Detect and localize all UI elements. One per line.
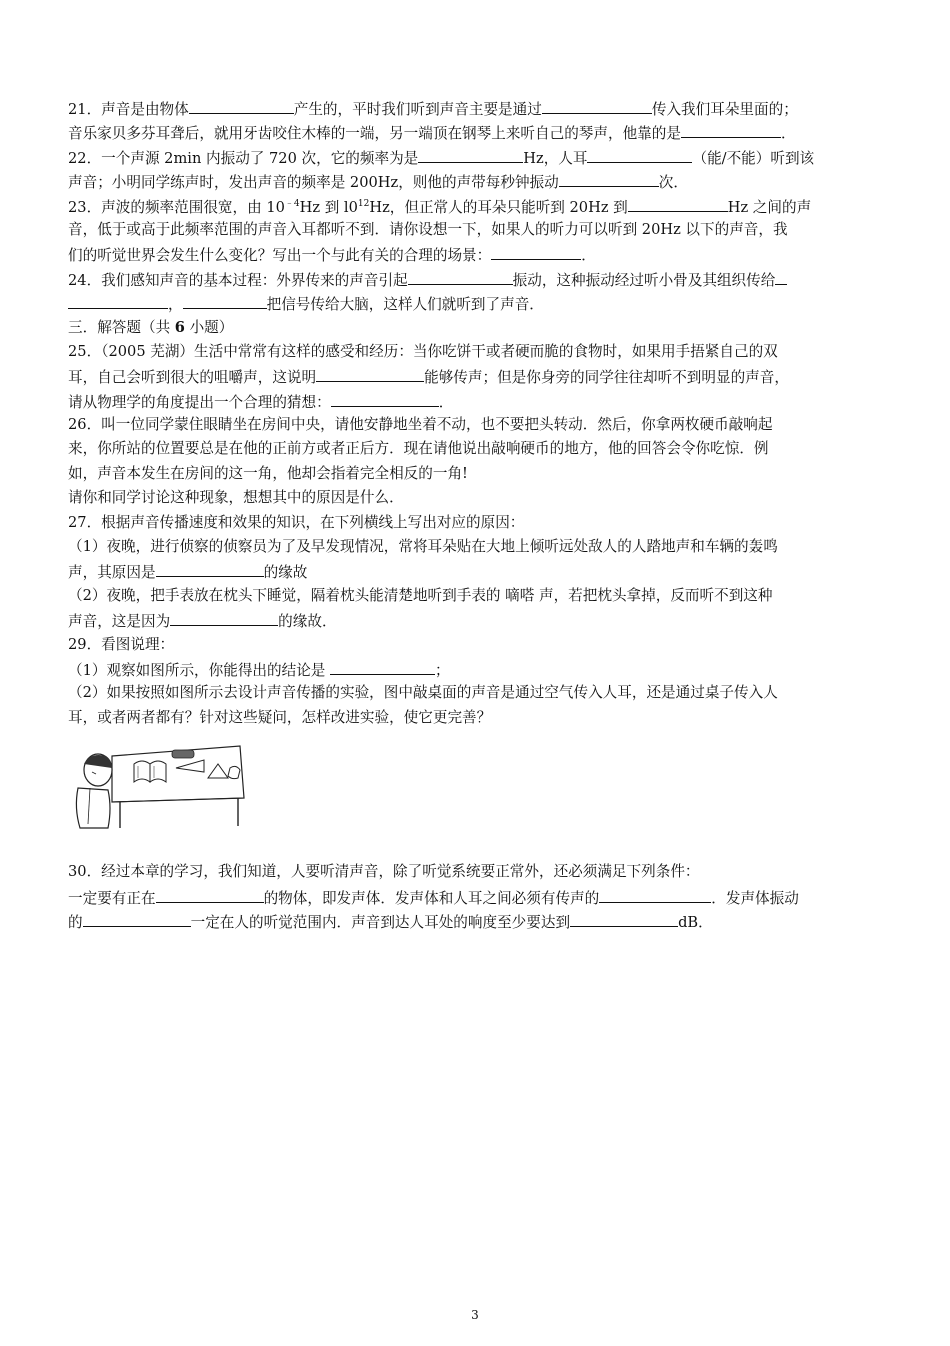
text: 请从物理学的角度提出一个合理的猜想： — [68, 393, 331, 411]
text: 25．（2005 芜湖）生活中常常有这样的感受和经历：当你吃饼干或者硬而脆的食物时，如果用手捂紧自己的双 — [68, 342, 778, 360]
question-26-line-1 — [68, 413, 884, 437]
question-22-line-2 — [68, 169, 884, 193]
answer-blank[interactable] — [189, 96, 294, 114]
text: 振动，这种振动经过听小骨及其组织传给 — [512, 271, 776, 289]
text: 能够传声；但是你身旁的同学往往却听不到明显的声音， — [424, 369, 789, 387]
question-23-line-2 — [68, 218, 884, 242]
question-25-line-1 — [68, 340, 884, 364]
answer-blank[interactable] — [330, 657, 435, 675]
text: 产生的，平时我们听到声音主要是通过 — [293, 101, 542, 118]
text: 一定在人的听觉范围内．声音到达人耳处的响度至少要达到 — [190, 913, 571, 931]
text: 把信号传给大脑，这样人们就听到了声音． — [266, 296, 544, 314]
exponent: ﹣4 — [284, 198, 300, 209]
answer-blank[interactable] — [68, 291, 168, 309]
question-26-line-4 — [68, 486, 884, 510]
text: （2）夜晚，把手表放在枕头下睡觉，隔着枕头能清楚地听到手表的 嘀嗒 声，若把枕头拿掉，反而听不到这种 — [68, 586, 773, 604]
text: （1）观察如图所示，你能得出的结论是 — [68, 661, 331, 679]
text: Hz，但正常人的耳朵只能听到 20Hz 到 — [369, 198, 628, 216]
question-30-line-2 — [68, 885, 884, 909]
text: 耳，或者两者都有？针对这些疑问，怎样改进实验，使它更完善？ — [68, 708, 492, 726]
text: 的物体，即发声体．发声体和人耳之间必须有传声的 — [263, 889, 600, 907]
question-30-line-3 — [68, 909, 884, 933]
text: 声音；小明同学练声时，发出声音的频率是 200Hz，则他的声带每秒钟振动 — [68, 174, 559, 192]
question-26-line-2 — [68, 437, 884, 461]
answer-blank[interactable] — [331, 389, 439, 407]
text: 29．看图说理： — [68, 635, 175, 653]
text: ． — [438, 393, 454, 411]
text: 耳，自己会听到很大的咀嚼声，这说明 — [68, 369, 317, 387]
text: 请你和同学讨论这种现象，想想其中的原因是什么． — [68, 489, 404, 507]
question-27-line-4 — [68, 584, 884, 608]
text: 23．声波的频率范围很宽，由 10 — [68, 198, 285, 216]
answer-blank[interactable] — [491, 242, 581, 260]
text: 的缘故． — [278, 613, 337, 631]
text: 26．叫一位同学蒙住眼睛坐在房间中央，请他安静地坐着不动，也不要把头转动．然后，你拿两枚硬币敲响起 — [68, 416, 773, 434]
question-23-line-3 — [68, 242, 884, 266]
question-23-line-1 — [68, 194, 884, 218]
question-27-line-5 — [68, 608, 884, 632]
answer-blank[interactable] — [83, 909, 191, 927]
question-29-line-1 — [68, 633, 884, 657]
text: Hz，人耳 — [523, 149, 588, 167]
question-21-line-1 — [68, 96, 884, 120]
page-number: 3 — [471, 1308, 479, 1322]
text: 的缘故 — [263, 564, 308, 582]
text: Hz 之间的声 — [727, 198, 812, 216]
answer-blank[interactable] — [775, 267, 787, 285]
answer-blank[interactable] — [408, 267, 513, 285]
answer-blank[interactable] — [559, 169, 659, 187]
answer-blank[interactable] — [156, 559, 264, 577]
text: 来，你所站的位置要总是在他的正前方或者正后方．现在请他说出敲响硬币的地方，他的回答会令你吃惊．例 — [68, 440, 769, 458]
exponent: 12 — [357, 198, 370, 209]
answer-blank[interactable] — [170, 608, 278, 626]
text: 24．我们感知声音的基本过程：外界传来的声音引起 — [68, 271, 408, 289]
question-22-line-1 — [68, 145, 884, 169]
question-29-line-4 — [68, 706, 884, 730]
text: Hz 到 l0 — [299, 198, 358, 216]
question-29-line-2 — [68, 657, 884, 681]
text: 次． — [658, 174, 688, 192]
text: （能/不能）听到该 — [692, 149, 815, 167]
answer-blank[interactable] — [587, 145, 692, 163]
answer-blank[interactable] — [570, 909, 678, 927]
text: 21．声音是由物体 — [68, 101, 189, 118]
question-27-line-3 — [68, 559, 884, 583]
text: ． — [780, 125, 796, 143]
text: dB． — [678, 913, 713, 931]
answer-blank[interactable] — [542, 96, 652, 114]
answer-blank[interactable] — [183, 291, 267, 309]
question-27-line-1 — [68, 511, 884, 535]
question-30-line-1 — [68, 860, 884, 884]
question-24-line-1 — [68, 267, 884, 291]
question-26-line-3 — [68, 462, 884, 486]
text: ． — [581, 247, 596, 265]
text: 如，声音本发生在房间的这一角，他却会指着完全相反的一角! — [68, 464, 468, 482]
text: 一定要有正在 — [68, 889, 156, 907]
text: 的 — [68, 913, 83, 931]
question-27-line-2 — [68, 535, 884, 559]
text: ．发声体振动 — [711, 889, 799, 907]
text: 们的听觉世界会发生什么变化？写出一个与此有关的合理的场景： — [68, 247, 492, 265]
question-21-line-2 — [68, 120, 884, 144]
text: ， — [168, 296, 183, 314]
text: （2）如果按照如图所示去设计声音传播的实验，图中敲桌面的声音是通过空气传入人耳，还是通过桌子传入人 — [68, 684, 778, 702]
text: 传入我们耳朵里面的； — [651, 101, 798, 118]
text: 音乐家贝多芬耳聋后，就用牙齿咬住木棒的一端，另一端顶在钢琴上来听自己的琴声，他靠的是 — [68, 125, 681, 143]
text: 30．经过本章的学习，我们知道，人要听清声音，除了听觉系统要正常外，还必须满足下列条件： — [68, 863, 700, 881]
text: （1）夜晚，进行侦察的侦察员为了及早发现情况，常将耳朵贴在大地上倾听远处敌人的人踏地声和车辆的轰鸣 — [68, 538, 778, 556]
text: 22．一个声源 2min 内振动了 720 次，它的频率为是 — [68, 149, 419, 167]
text: 声音，这是因为 — [68, 613, 171, 631]
question-29-line-3 — [68, 681, 884, 705]
text: 音，低于或高于此频率范围的声音入耳都听不到．请你设想一下，如果人的听力可以听到 20Hz 以下的声音，我 — [68, 220, 788, 238]
answer-blank[interactable] — [681, 120, 781, 138]
question-count: 6 — [174, 318, 185, 336]
text: 27．根据声音传播速度和效果的知识，在下列横线上写出对应的原因： — [68, 513, 525, 531]
answer-blank[interactable] — [418, 145, 523, 163]
answer-blank[interactable] — [156, 885, 264, 903]
text: 声，其原因是 — [68, 564, 156, 582]
section-heading — [68, 316, 884, 340]
question-24-line-2 — [68, 291, 884, 315]
text: 三．解答题（共 — [68, 318, 175, 336]
ear-on-table-illustration — [68, 738, 248, 830]
answer-blank[interactable] — [316, 364, 424, 382]
answer-blank[interactable] — [628, 194, 728, 212]
question-25-line-3 — [68, 389, 884, 413]
answer-blank[interactable] — [599, 885, 711, 903]
ear-on-table-figure — [68, 738, 248, 830]
question-25-line-2 — [68, 364, 884, 388]
text: ； — [435, 661, 450, 679]
text: 小题） — [184, 318, 234, 336]
worksheet-page — [68, 96, 884, 933]
